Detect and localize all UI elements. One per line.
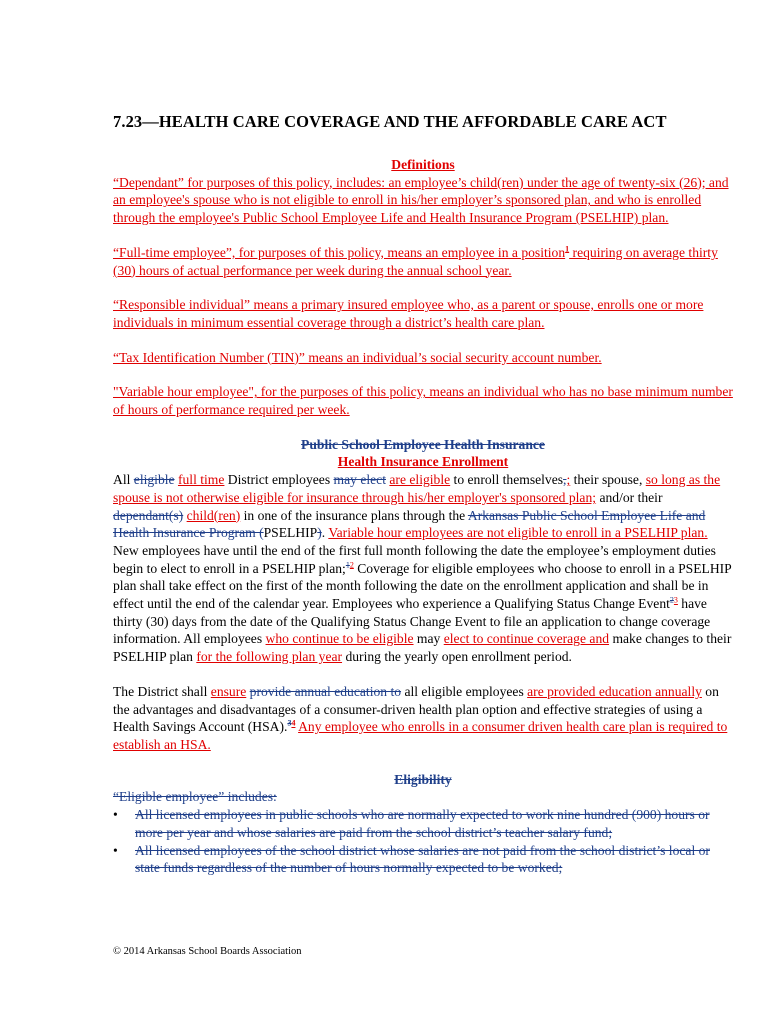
bullet-icon: • (113, 842, 118, 858)
eligibility-heading-row (113, 771, 733, 789)
deleted-run: “Eligible employee” includes: (113, 789, 277, 805)
definition-fulltime (113, 244, 733, 279)
definition-dependant (113, 174, 733, 227)
section-heading-inserted-row (113, 453, 733, 471)
definition-tin (113, 349, 733, 367)
enrollment-paragraph (113, 471, 733, 666)
deleted-run: All licensed employees in public schools who are normally expected to work nine hundred (900) hours or more per year and whose salaries are paid from the school district’s teacher salary fund; (135, 807, 710, 840)
deleted-run: ) (317, 525, 322, 541)
inserted-run: Any employee who enrolls in a consumer driven health care plan is required to establish an HSA. (113, 719, 728, 752)
hsa-paragraph (113, 683, 733, 754)
footnote-ref-deleted: 1 (345, 560, 350, 570)
footnote-ref-deleted: 3 (287, 718, 292, 728)
deleted-run: All licensed employees of the school district whose salaries are not paid from the school district’s local or state funds regardless of the number of hours normally expected to be worked; (135, 842, 710, 876)
definition-variable (113, 383, 733, 418)
inserted-run: full time (177, 472, 225, 488)
dependant-text: “Dependant” for purposes of this policy, includes: an employee’s child(ren) under the age of twenty-six (26); and an employee's spouse who is not eligible to enroll in his/her employer’s sponsored plan, and who is enrolled through the employee's Public School Employee Life and Health Insurance Program (PSELHIP) plan. (113, 174, 729, 226)
text-run: their spouse, (570, 472, 646, 488)
inserted-run: for the following plan year (196, 649, 343, 665)
text-run: may (413, 631, 444, 647)
text-run: Coverage for eligible employees who choose to enroll in a PSELHIP plan shall take effect on the first of the month following the date on the enrollment application and shall be in effect until the end of the calendar year. Employees who experience a Qualifying Status Change Event (113, 560, 732, 612)
text-run: PSELHIP (263, 525, 318, 541)
footnote-ref-inserted: 3 (673, 595, 678, 605)
deleted-run: dependant(s) (113, 507, 184, 523)
footnote-ref-inserted: 4 (291, 718, 296, 728)
section-heading-deleted: Public School Employee Health Insurance (301, 436, 545, 452)
eligibility-heading: Eligibility (394, 771, 452, 787)
responsible-text: “Responsible individual” means a primary insured employee who, as a parent or spouse, enrolls one or more individuals in minimum essential coverage through a district’s health care plan. (113, 297, 704, 330)
inserted-run: child(ren) (186, 507, 241, 523)
inserted-run: so long as the spouse is not otherwise eligible for insurance through his/her employer's sponsored plan; (113, 472, 721, 505)
deleted-run: provide annual education to (249, 683, 402, 699)
list-item (113, 806, 733, 841)
inserted-run: ; (566, 472, 571, 488)
text-run: The District shall (113, 683, 211, 699)
text-run: . (321, 525, 329, 541)
deleted-run: may elect (333, 472, 386, 488)
footnote-ref: 1 (565, 244, 570, 254)
page-title: 7.23—HEALTH CARE COVERAGE AND THE AFFORDABLE CARE ACT (113, 112, 667, 131)
text-run: New employees have until the end of the first full month following the date the employee’s employment duties begin to elect to enroll in a PSELHIP plan; (113, 542, 716, 576)
inserted-run: who continue to be eligible (265, 631, 414, 647)
fulltime-text-a: “Full-time employee”, for purposes of this policy, means an employee in a position (113, 244, 566, 260)
deleted-run: , (563, 472, 567, 488)
deleted-run: eligible (133, 472, 175, 488)
tin-text: “Tax Identification Number (TIN)” means an individual’s social security account number. (113, 349, 602, 365)
copyright-footer: © 2014 Arkansas School Boards Association (113, 946, 302, 957)
inserted-run: are provided education annually (527, 683, 702, 699)
footnote-ref-deleted: 2 (669, 595, 674, 605)
definitions-heading: Definitions (391, 157, 455, 172)
text-run: make changes to their PSELHIP plan (113, 631, 732, 665)
text-run: to enroll themselves (450, 472, 564, 488)
definition-responsible (113, 296, 733, 331)
section-heading-deleted-row (113, 436, 733, 454)
text-run: in one of the insurance plans through the (240, 507, 468, 523)
text-run: have thirty (30) days from the date of the Qualifying Status Change Event to file an application to change coverage information. All employees (113, 596, 711, 647)
bullet-icon: • (113, 807, 118, 823)
inserted-run: ensure (210, 683, 247, 699)
section-heading-inserted: Health Insurance Enrollment (337, 454, 509, 470)
text-run: on the advantages and disadvantages of a consumer-driven health plan option and effective strategies of using a Health Savings Account (HSA). (113, 683, 719, 735)
text-run: All (113, 472, 134, 488)
fulltime-text-b: requiring on average thirty (30) hours of actual performance per week during the annual school year. (113, 244, 718, 278)
inserted-run: Variable hour employees are not eligible to enroll in a PSELHIP plan. (328, 525, 708, 541)
text-run: District employees (224, 472, 334, 488)
variable-text: "Variable hour employee", for the purposes of this policy, means an individual who has no base minimum number of hours of performance required per week. (113, 384, 733, 418)
deleted-run: Arkansas Public School Employee Life and Health Insurance Program ( (113, 507, 706, 541)
definitions-heading-row (113, 156, 733, 174)
inserted-run: elect to continue coverage and (443, 631, 610, 647)
list-item (113, 842, 733, 877)
footnote-ref-inserted: 2 (349, 560, 354, 570)
eligible-intro (113, 788, 733, 806)
inserted-run: are eligible (389, 472, 451, 488)
text-run: and/or their (596, 489, 663, 505)
text-run: during the yearly open enrollment period. (342, 649, 572, 665)
text-run: all eligible employees (401, 683, 528, 699)
document-page (113, 112, 733, 877)
